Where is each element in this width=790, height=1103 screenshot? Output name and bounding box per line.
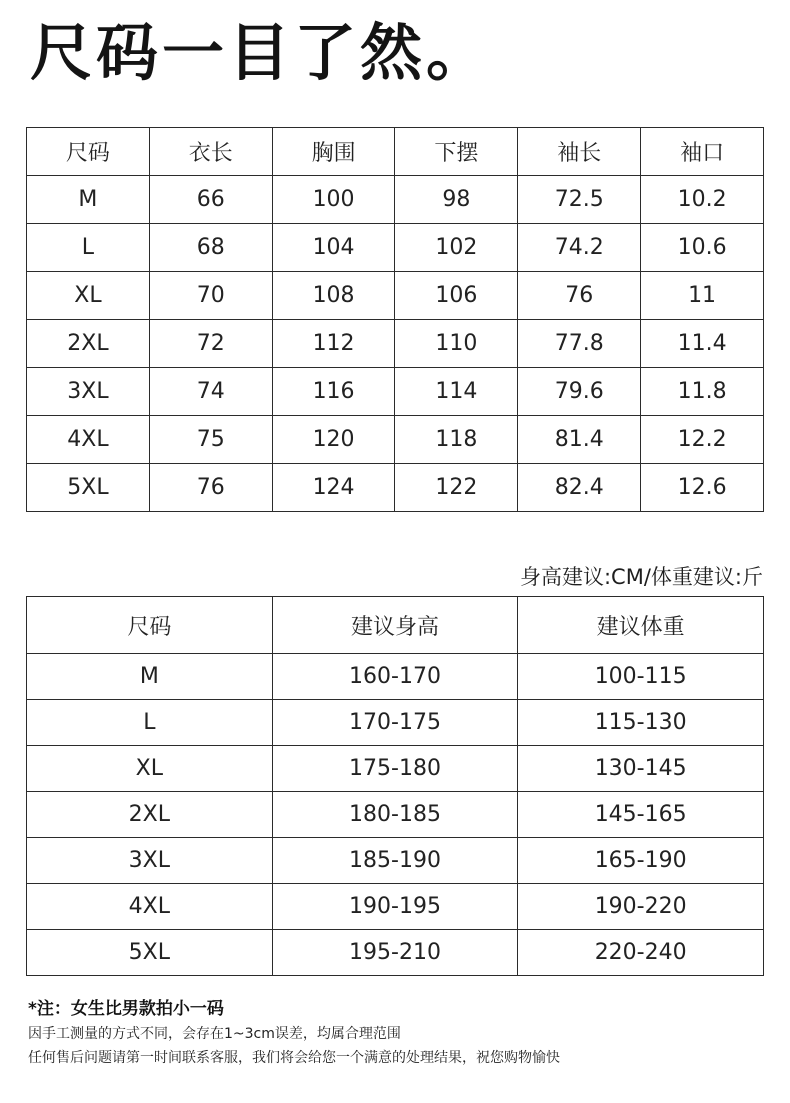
table-cell: 11.8	[641, 368, 764, 416]
table-cell: XL	[27, 272, 150, 320]
table-cell: 120	[272, 416, 395, 464]
table-cell: 10.2	[641, 176, 764, 224]
table-cell: 70	[149, 272, 272, 320]
table-header-row	[27, 597, 764, 654]
table-cell: 12.2	[641, 416, 764, 464]
table-cell: XL	[27, 746, 273, 792]
table-cell: 3XL	[27, 838, 273, 884]
table-cell: 3XL	[27, 368, 150, 416]
table-row	[27, 654, 764, 700]
table-cell: 220-240	[518, 930, 764, 976]
table-cell: M	[27, 654, 273, 700]
table-cell: 4XL	[27, 884, 273, 930]
table-row	[27, 320, 764, 368]
table-row	[27, 368, 764, 416]
table-row	[27, 884, 764, 930]
table-cell: 185-190	[272, 838, 518, 884]
table-cell: 76	[518, 272, 641, 320]
table-cell: L	[27, 700, 273, 746]
table-cell: 100-115	[518, 654, 764, 700]
header-cell: 袖口	[641, 128, 764, 176]
table-cell: 190-195	[272, 884, 518, 930]
note-prefix: *注：	[28, 999, 71, 1019]
table-row	[27, 838, 764, 884]
header-cell: 建议体重	[518, 597, 764, 654]
table-cell: 68	[149, 224, 272, 272]
table-row	[27, 792, 764, 838]
header-cell: 尺码	[27, 128, 150, 176]
table-row	[27, 272, 764, 320]
table-cell: 75	[149, 416, 272, 464]
page-title: 尺码一目了然。	[30, 16, 493, 89]
table-cell: 116	[272, 368, 395, 416]
table-cell: 106	[395, 272, 518, 320]
table-cell: 175-180	[272, 746, 518, 792]
table-cell: 122	[395, 464, 518, 512]
table-cell: 124	[272, 464, 395, 512]
note-headline-text: 女生比男款拍小一码	[70, 999, 224, 1019]
table-cell: 104	[272, 224, 395, 272]
table-cell: 79.6	[518, 368, 641, 416]
table-row	[27, 224, 764, 272]
table-cell: 115-130	[518, 700, 764, 746]
table-cell: M	[27, 176, 150, 224]
note-headline	[28, 996, 768, 1022]
table-cell: 76	[149, 464, 272, 512]
table-cell: 195-210	[272, 930, 518, 976]
table-cell: L	[27, 224, 150, 272]
table-cell: 11.4	[641, 320, 764, 368]
header-cell: 尺码	[27, 597, 273, 654]
recommend-table	[26, 596, 764, 976]
table-row	[27, 416, 764, 464]
table-cell: 10.6	[641, 224, 764, 272]
table-cell: 4XL	[27, 416, 150, 464]
table-cell: 74	[149, 368, 272, 416]
header-cell: 衣长	[149, 128, 272, 176]
size-chart-table	[26, 127, 764, 512]
table-cell: 102	[395, 224, 518, 272]
table-cell: 5XL	[27, 464, 150, 512]
table-cell: 165-190	[518, 838, 764, 884]
table-cell: 108	[272, 272, 395, 320]
table-header-row	[27, 128, 764, 176]
table-cell: 72.5	[518, 176, 641, 224]
table-cell: 72	[149, 320, 272, 368]
unit-note: 身高建议:CM/体重建议:斤	[519, 565, 763, 589]
header-cell: 下摆	[395, 128, 518, 176]
table-cell: 180-185	[272, 792, 518, 838]
table-row	[27, 464, 764, 512]
table-cell: 82.4	[518, 464, 641, 512]
header-cell: 建议身高	[272, 597, 518, 654]
notes-section	[28, 996, 768, 1070]
table-cell: 98	[395, 176, 518, 224]
table-row	[27, 930, 764, 976]
table-cell: 11	[641, 272, 764, 320]
table-cell: 112	[272, 320, 395, 368]
table-cell: 170-175	[272, 700, 518, 746]
table-cell: 5XL	[27, 930, 273, 976]
header-cell: 袖长	[518, 128, 641, 176]
table-cell: 81.4	[518, 416, 641, 464]
table-cell: 77.8	[518, 320, 641, 368]
table-cell: 190-220	[518, 884, 764, 930]
table-cell: 74.2	[518, 224, 641, 272]
table-row	[27, 746, 764, 792]
table-cell: 110	[395, 320, 518, 368]
table-cell: 114	[395, 368, 518, 416]
table-cell: 12.6	[641, 464, 764, 512]
table-cell: 160-170	[272, 654, 518, 700]
table-cell: 130-145	[518, 746, 764, 792]
note-line: 因手工测量的方式不同，会存在1~3cm误差，均属合理范围	[28, 1026, 401, 1042]
table-cell: 66	[149, 176, 272, 224]
header-cell: 胸围	[272, 128, 395, 176]
table-cell: 2XL	[27, 320, 150, 368]
table-cell: 118	[395, 416, 518, 464]
table-cell: 145-165	[518, 792, 764, 838]
table-row	[27, 176, 764, 224]
note-line: 任何售后问题请第一时间联系客服，我们将会给您一个满意的处理结果，祝您购物愉快	[28, 1050, 560, 1066]
table-cell: 2XL	[27, 792, 273, 838]
table-row	[27, 700, 764, 746]
table-cell: 100	[272, 176, 395, 224]
